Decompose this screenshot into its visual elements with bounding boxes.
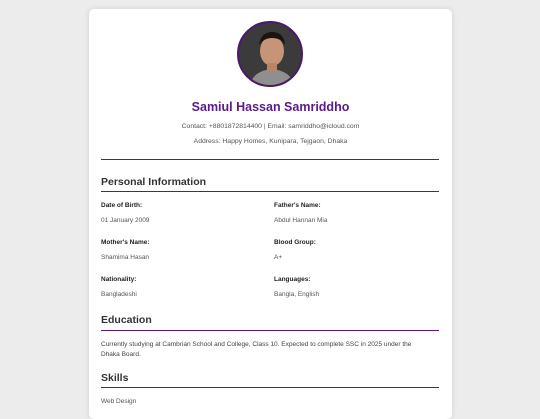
cv-card [89, 9, 452, 419]
blood-group-value: A+ [274, 254, 283, 261]
dob-label: Date of Birth: [101, 202, 143, 209]
father-name-value: Abdul Hannan Mia [274, 217, 328, 224]
blood-group-label: Blood Group: [274, 239, 316, 246]
education-divider [101, 330, 439, 331]
languages-label: Languages: [274, 276, 311, 283]
profile-name: Samiul Hassan Samriddho [191, 100, 350, 114]
father-name-label: Father's Name: [274, 202, 321, 209]
contact-line: Contact: +8801872814400 | Email: samriddho@icloud.com [181, 123, 360, 130]
nationality-value: Bangladeshi [101, 291, 137, 298]
header-divider [101, 159, 439, 160]
skills-divider [101, 387, 439, 388]
skill-item: Web Design [101, 398, 137, 405]
mother-name-label: Mother's Name: [101, 239, 150, 246]
skills-heading: Skills [101, 372, 129, 384]
profile-photo [237, 21, 303, 87]
education-heading: Education [101, 314, 152, 326]
languages-value: Bangla, English [274, 291, 320, 298]
dob-value: 01 January 2009 [101, 217, 150, 224]
nationality-label: Nationality: [101, 276, 137, 283]
personal-info-heading: Personal Information [101, 176, 207, 188]
mother-name-value: Shamima Hasan [101, 254, 150, 261]
education-text: Currently studying at Cambrian School and College, Class 10. Expected to complete SSC in 2025 under the Dhaka Board. [101, 341, 412, 358]
personal-info-divider [101, 191, 439, 192]
person-avatar-icon [239, 23, 303, 87]
address-line: Address: Happy Homes, Kunipara, Tejgaon, Dhaka [193, 138, 348, 145]
